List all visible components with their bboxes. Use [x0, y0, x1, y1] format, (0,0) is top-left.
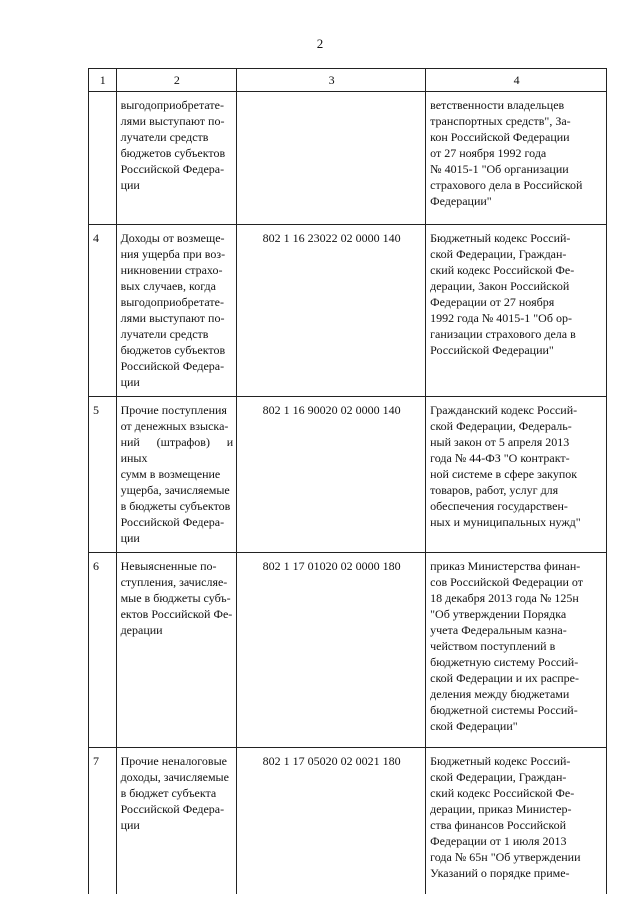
- legal-basis: ветственности владельцев транспортных средств", За- кон Российской Федерации от 27 ноября 1992 года № 4015-1 "Об организации страхового дела в Российской Федерации": [426, 92, 607, 225]
- header-col-2: 2: [116, 69, 237, 92]
- table-row: [89, 92, 607, 225]
- legal-basis: Бюджетный кодекс Россий- ской Федерации, Граждан- ский кодекс Российской Фе- дерации, Закон Российской Федерации от 27 ноября 1992 года № 4015-1 "Об ор- ганизации страхового дела в Российской Федерации": [426, 225, 607, 397]
- legal-basis: Бюджетный кодекс Россий- ской Федерации, Граждан- ский кодекс Российской Фе- дерации, приказ Министер- ства финансов Российской Федерации от 1 июля 2013 года № 65н "Об утверждении Указаний о порядке приме-: [426, 748, 607, 895]
- header-col-4: 4: [426, 69, 607, 92]
- row-number: 6: [89, 553, 117, 748]
- budget-code: 802 1 16 90020 02 0000 140: [237, 397, 426, 553]
- row-number: [89, 92, 117, 225]
- revenue-name: Прочие неналоговые доходы, зачисляемые в бюджет субъекта Российской Федера- ции: [116, 748, 237, 895]
- table-row: [89, 397, 607, 553]
- page-number: 2: [316, 36, 324, 51]
- row-number: 5: [89, 397, 117, 553]
- budget-code: [237, 92, 426, 225]
- header-col-3: 3: [237, 69, 426, 92]
- table-row: [89, 748, 607, 895]
- header-col-1: 1: [89, 69, 117, 92]
- table-row: [89, 553, 607, 748]
- table-row: [89, 225, 607, 397]
- revenue-name: Прочие поступления от денежных взыска- ний (штрафов) и иных сумм в возмещение ущерба, зачисляемые в бюджеты субъектов Российской Федера- ции: [116, 397, 237, 553]
- legal-basis: Гражданский кодекс Россий- ской Федерации, Федераль- ный закон от 5 апреля 2013 года № 44-ФЗ "О контракт- ной системе в сфере закупок товаров, работ, услуг для обеспечения государствен- ных и муниципальных нужд": [426, 397, 607, 553]
- row-number: 7: [89, 748, 117, 895]
- revenue-name: Невыясненные по- ступления, зачисляе- мые в бюджеты субъ- ектов Российской Фе- дерации: [116, 553, 237, 748]
- budget-code: 802 1 16 23022 02 0000 140: [237, 225, 426, 397]
- legal-basis: приказ Министерства финан- сов Российской Федерации от 18 декабря 2013 года № 125н "Об утверждении Порядка учета Федеральным казна- чейством поступлений в бюджетную систему Россий- ской Федерации и их распре- деления между бюджетами бюджетной системы Россий- ской Федерации": [426, 553, 607, 748]
- table-header-row: [89, 69, 607, 92]
- budget-code: 802 1 17 01020 02 0000 180: [237, 553, 426, 748]
- revenue-table: [88, 68, 607, 894]
- row-number: 4: [89, 225, 117, 397]
- budget-code: 802 1 17 05020 02 0021 180: [237, 748, 426, 895]
- revenue-name: выгодоприобретате- лями выступают по- лучатели средств бюджетов субъектов Российской Федера- ции: [116, 92, 237, 225]
- revenue-name: Доходы от возмеще- ния ущерба при воз- никновении страхо- вых случаев, когда выгодоприобретате- лями выступают по- лучатели средств бюджетов субъектов Российской Федера- ции: [116, 225, 237, 397]
